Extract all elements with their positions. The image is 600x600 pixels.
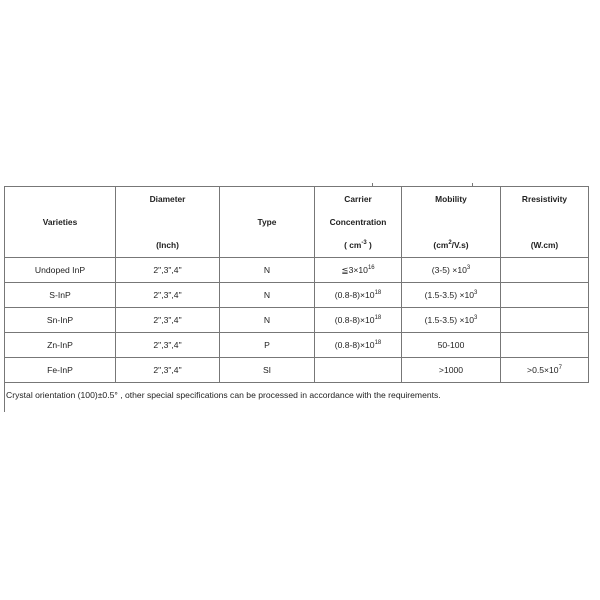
header-carrier-unit-end: ) — [369, 240, 372, 250]
header-type — [220, 187, 315, 258]
cell-carrier — [315, 283, 402, 308]
header-mobility — [402, 187, 501, 258]
cell-carrier-exp: 18 — [374, 290, 382, 296]
cell-resistivity — [501, 283, 589, 308]
cell-mobility-base: (1.5-3.5) ×10 — [424, 290, 475, 300]
cell-carrier-exp: 18 — [374, 315, 382, 321]
header-carrier-unit — [344, 240, 372, 250]
cell-resistivity-exp: 7 — [558, 365, 562, 371]
cell-resistivity — [501, 333, 589, 358]
cell-variety: Zn-InP — [5, 333, 116, 358]
cell-resistivity — [501, 258, 589, 283]
cell-type: N — [220, 258, 315, 283]
table-row — [5, 308, 589, 333]
header-resistivity — [501, 187, 589, 258]
cell-mobility — [402, 283, 501, 308]
cell-type: SI — [220, 358, 315, 383]
header-carrier-unit-base: ( cm — [344, 240, 362, 250]
inp-spec-table — [4, 186, 589, 383]
header-carrier-line1: Carrier — [344, 194, 372, 204]
cell-mobility-exp: 3 — [466, 265, 471, 271]
header-diameter — [116, 187, 220, 258]
cell-type: N — [220, 283, 315, 308]
table-row — [5, 333, 589, 358]
cell-resistivity — [501, 358, 589, 383]
header-mobility-unit-exp: 2 — [448, 240, 452, 246]
cell-carrier — [315, 358, 402, 383]
cell-resistivity-base: >0.5×10 — [527, 365, 559, 375]
cell-variety: Undoped InP — [5, 258, 116, 283]
cell-mobility-base: >1000 — [438, 365, 464, 375]
spec-sheet — [4, 186, 594, 400]
header-varieties — [5, 187, 116, 258]
cell-diameter: 2",3",4" — [116, 258, 220, 283]
cell-carrier-base: ≦3×10 — [341, 264, 368, 275]
cell-carrier-exp: 18 — [374, 340, 382, 346]
cell-variety: S-InP — [5, 283, 116, 308]
header-resistivity-label: Rresistivity — [521, 194, 568, 204]
cell-mobility — [402, 358, 501, 383]
table-row — [5, 258, 589, 283]
cell-mobility-base: (1.5-3.5) ×10 — [424, 315, 475, 325]
cell-mobility-base: 50-100 — [437, 340, 465, 350]
table-row — [5, 283, 589, 308]
cell-carrier-base: (0.8-8)×10 — [334, 290, 375, 300]
header-mobility-unit-end: /V.s) — [451, 240, 469, 250]
cell-mobility — [402, 308, 501, 333]
header-mobility-label: Mobility — [435, 194, 467, 204]
header-row — [5, 187, 589, 258]
cell-mobility-exp: 3 — [474, 315, 478, 321]
header-carrier-unit-exp: -3 — [361, 240, 367, 246]
cell-diameter: 2",3",4" — [116, 358, 220, 383]
header-type-label: Type — [257, 217, 277, 227]
cell-carrier-exp: 16 — [367, 264, 375, 271]
cell-carrier — [315, 258, 402, 283]
cell-carrier-base: (0.8-8)×10 — [334, 315, 375, 325]
header-carrier-line2: Concentration — [329, 217, 387, 227]
header-carrier — [315, 187, 402, 258]
cell-mobility-base: (3-5) ×10 — [431, 265, 467, 275]
cell-carrier — [315, 333, 402, 358]
cell-variety: Fe-InP — [5, 358, 116, 383]
header-resistivity-unit: (W.cm) — [530, 240, 559, 250]
cell-carrier — [315, 308, 402, 333]
cell-type: P — [220, 333, 315, 358]
cell-diameter: 2",3",4" — [116, 308, 220, 333]
cell-resistivity — [501, 308, 589, 333]
header-mobility-unit-base: (cm — [433, 240, 449, 250]
orientation-note: Crystal orientation (100)±0.5° , other special specifications can be processed in accordance with the requirements. — [6, 390, 441, 400]
cell-mobility — [402, 333, 501, 358]
cell-carrier-base: (0.8-8)×10 — [334, 340, 375, 350]
header-diameter-label: Diameter — [149, 194, 186, 204]
cell-type: N — [220, 308, 315, 333]
table-row — [5, 358, 589, 383]
cell-mobility-exp: 3 — [474, 290, 478, 296]
cell-variety: Sn-InP — [5, 308, 116, 333]
cell-diameter: 2",3",4" — [116, 283, 220, 308]
cell-diameter: 2",3",4" — [116, 333, 220, 358]
header-diameter-unit: (Inch) — [156, 240, 179, 250]
cell-mobility — [402, 258, 501, 283]
header-varieties-label: Varieties — [42, 217, 78, 227]
header-mobility-unit — [433, 240, 468, 250]
